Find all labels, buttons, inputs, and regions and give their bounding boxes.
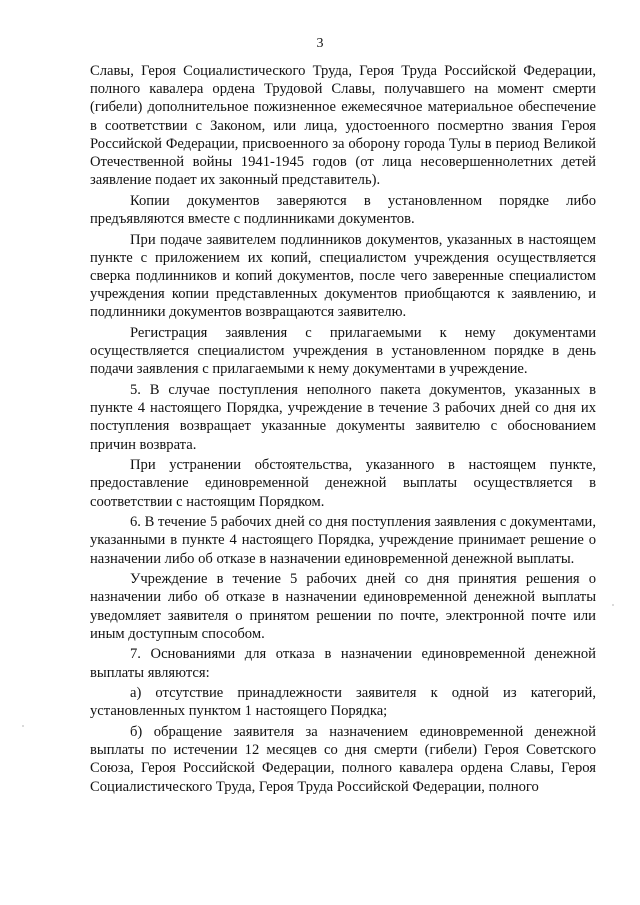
paragraph-copies-certification: Копии документов заверяются в установленном порядке либо предъявляются вместе с подлинниками документов. <box>90 192 596 228</box>
paragraph-registration: Регистрация заявления с прилагаемыми к нему документами осуществляется специалистом учреждения в установленном порядке в день подачи заявления с прилагаемыми к нему документами в учреждение. <box>90 325 596 378</box>
paragraph-item-7-a: а) отсутствие принадлежности заявителя к одной из категорий, установленных пунктом 1 настоящего Порядка; <box>90 685 596 720</box>
document-body <box>90 62 596 798</box>
paragraph-item-5-resolution: При устранении обстоятельства, указанного в настоящем пункте, предоставление единовременной денежной выплаты осуществляется в соответствии с настоящим Порядком. <box>90 457 596 510</box>
paragraph-item-6: 6. В течение 5 рабочих дней со дня поступления заявления с документами, указанными в пункте 4 настоящего Порядка, учреждение принимает решение о назначении либо об отказе в назначении единовременной денежной выплаты. <box>90 514 596 567</box>
paragraph-item-7-b: б) обращение заявителя за назначением единовременной денежной выплаты по истечении 12 месяцев со дня смерти (гибели) Героя Советского Союза, Героя Российской Федерации, полного кавалера ордена Славы, Героя Социалистического Труда, Героя Труда Российской Федерации, полного <box>90 724 596 795</box>
paragraph-originals-verification: При подаче заявителем подлинников документов, указанных в настоящем пункте с приложением их копий, специалистом учреждения осуществляется сверка подлинников и копий документов, после чего заверенные специалистом учреждения копии представленных документов приобщаются к заявлению, и подлинники документов возвращаются заявителю. <box>90 231 596 321</box>
scan-speck <box>612 604 614 606</box>
paragraph-item-6-notification: Учреждение в течение 5 рабочих дней со дня принятия решения о назначении либо об отказе в назначении единовременной денежной выплаты уведомляет заявителя о принятом решении по почте, электронной почте или иным доступным способом. <box>90 571 596 642</box>
scan-speck <box>22 725 24 727</box>
paragraph-item-5: 5. В случае поступления неполного пакета документов, указанных в пункте 4 настоящего Порядка, учреждение в течение 3 рабочих дней со дня их поступления возвращает указанные документы заявителю с обоснованием причин возврата. <box>90 382 596 453</box>
paragraph-item-7: 7. Основаниями для отказа в назначении единовременной денежной выплаты являются: <box>90 646 596 681</box>
page-number: 3 <box>316 36 324 51</box>
paragraph-continuation: Славы, Героя Социалистического Труда, Героя Труда Российской Федерации, полного кавалера ордена Трудовой Славы, получавшего на момент смерти (гибели) дополнительное пожизненное ежемесячное материальное обеспечение в соответствии с Законом, или лица, удостоенного посмертно звания Героя Российской Федерации, присвоенного за оборону города Тулы в период Великой Отечественной войны 1941-1945 годов (от лица несовершеннолетних детей заявление подает их законный представитель). <box>90 63 596 189</box>
